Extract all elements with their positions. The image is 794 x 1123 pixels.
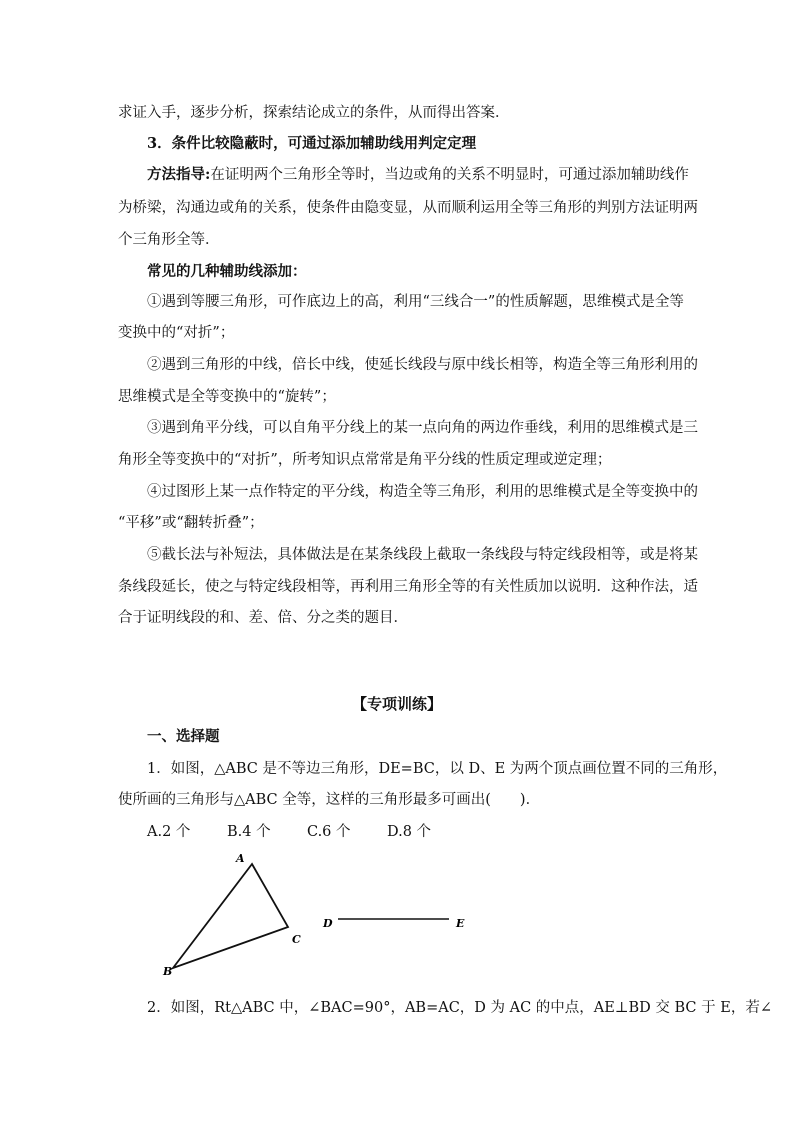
list-item-cont: 角形全等变换中的“对折”，所考知识点常常是角平分线的性质定理或逆定理；: [118, 452, 612, 468]
section-title: 【专项训练】: [351, 695, 442, 713]
list-item-cont: 变换中的“对折”；: [118, 325, 235, 341]
label-c: C: [292, 933, 301, 946]
triangle-abc: [173, 864, 288, 968]
method-line: [147, 165, 689, 185]
list-item-cont: 思维模式是全等变换中的“旋转”；: [118, 389, 336, 405]
label-e: E: [456, 917, 465, 930]
paragraph-line: 求证入手，逐步分析，探索结论成立的条件，从而得出答案．: [118, 105, 510, 121]
common-title: 常见的几种辅助线添加：: [147, 263, 307, 280]
list-item: ③遇到角平分线，可以自角平分线上的某一点向角的两边作垂线，利用的思维模式是三: [147, 420, 698, 436]
list-item: ⑤截长法与补短法，具体做法是在某条线段上截取一条线段与特定线段相等，或是将某: [147, 547, 698, 563]
answer-options: [147, 822, 431, 842]
option-d: D.8 个: [387, 824, 432, 840]
list-item: ①遇到等腰三角形，可作底边上的高，利用“三线合一”的性质解题，思维模式是全等: [147, 294, 684, 310]
question-2: 2．如图，Rt△ABC 中，∠BAC=90°，AB=AC，D 为 AC 的中点，AE⊥BD 交 BC 于 E，若∠: [147, 1000, 772, 1016]
paragraph-line: 为桥梁，沟通边或角的关系，使条件由隐变显，从而顺利运用全等三角形的判别方法证明两: [118, 200, 698, 216]
list-item-cont: 合于证明线段的和、差、倍、分之类的题目．: [118, 610, 408, 626]
question-1-figure: [0, 845, 794, 985]
option-a: A.2 个: [147, 824, 191, 840]
option-b: B.4 个: [227, 824, 271, 840]
question-1-cont: 使所画的三角形与△ABC 全等，这样的三角形最多可画出( )．: [118, 792, 541, 808]
question-1: 1．如图，△ABC 是不等边三角形，DE=BC，以 D、E 为两个顶点画位置不同的三角形，: [147, 761, 728, 777]
label-b: B: [163, 965, 173, 978]
label-d: D: [323, 917, 333, 930]
list-item: ②遇到三角形的中线，倍长中线，使延长线段与原中线长相等，构造全等三角形利用的: [147, 357, 698, 373]
option-c: C.6 个: [307, 824, 351, 840]
part-title: 一、选择题: [147, 728, 220, 745]
subheading: 3．条件比较隐蔽时，可通过添加辅助线用判定定理: [147, 135, 477, 152]
method-label: 方法指导:: [147, 166, 211, 183]
list-item-cont: 条线段延长，使之与特定线段相等，再利用三角形全等的有关性质加以说明．这种作法，适: [118, 579, 698, 595]
paragraph-line: 个三角形全等．: [118, 232, 220, 248]
method-text: 在证明两个三角形全等时，当边或角的关系不明显时，可通过添加辅助线作: [210, 167, 689, 183]
list-item-cont: “平移”或“翻转折叠”；: [118, 515, 264, 531]
list-item: ④过图形上某一点作特定的平分线，构造全等三角形，利用的思维模式是全等变换中的: [147, 484, 698, 500]
label-a: A: [236, 852, 245, 865]
